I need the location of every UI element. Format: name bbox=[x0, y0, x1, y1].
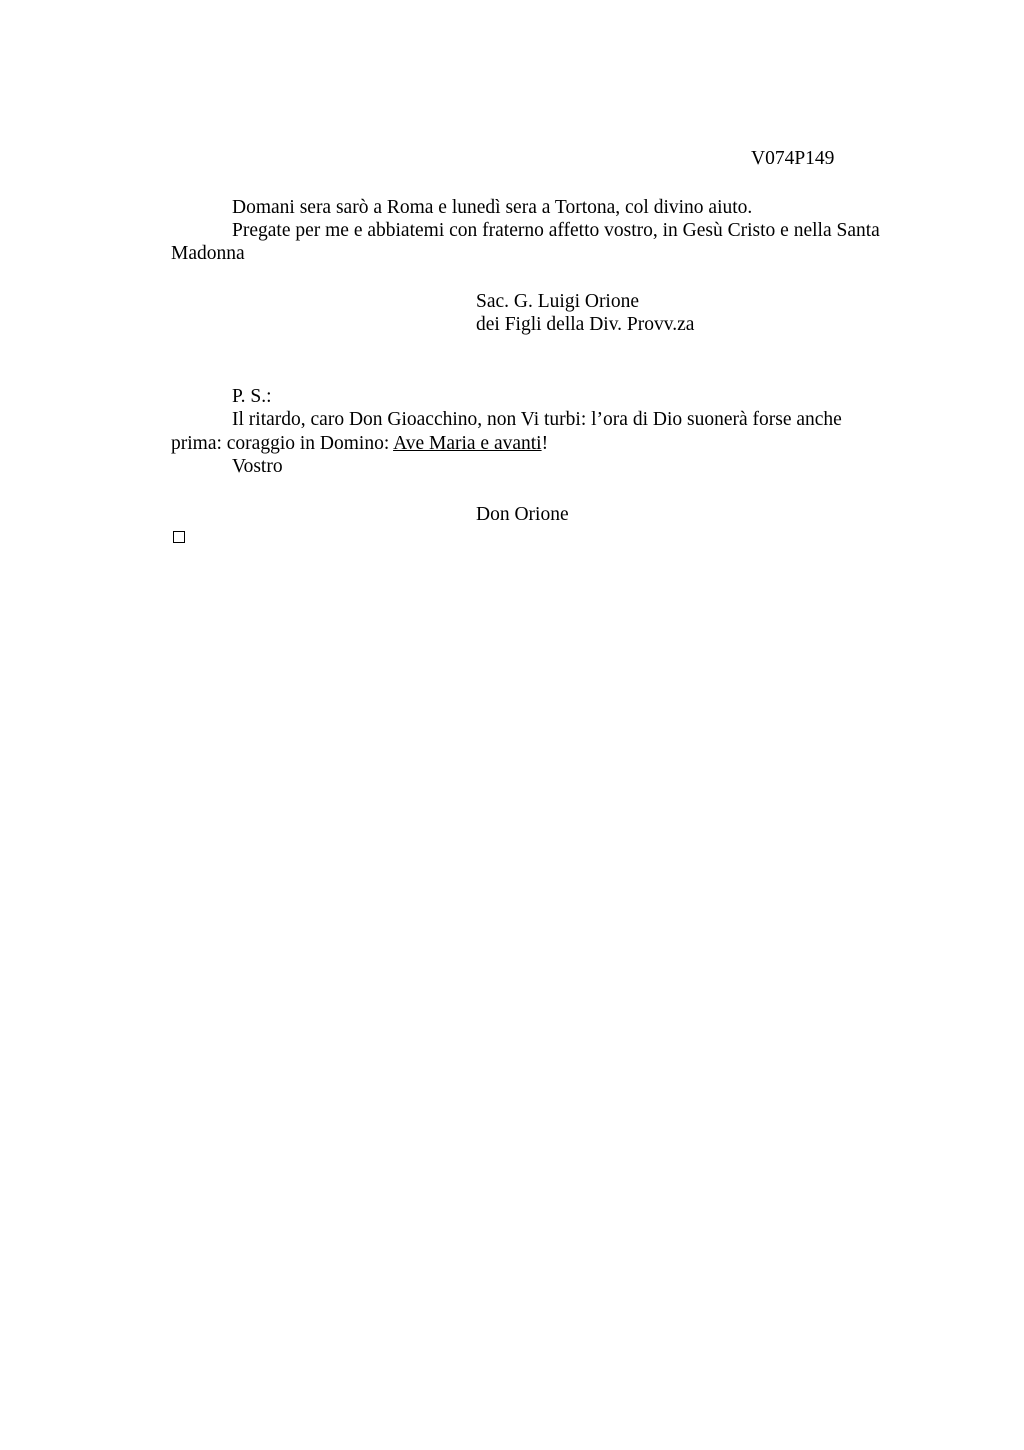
underlined-phrase: Ave Maria e avanti bbox=[393, 433, 542, 454]
letter-line: Madonna bbox=[171, 243, 245, 264]
postscript-text: ! bbox=[541, 433, 549, 454]
postscript-signature: Don Orione bbox=[476, 504, 569, 525]
signature-title: dei Figli della Div. Provv.za bbox=[476, 314, 695, 335]
page-code: V074P149 bbox=[751, 148, 835, 169]
letter-line: Domani sera sarò a Roma e lunedì sera a Tortona, col divino aiuto. bbox=[232, 197, 753, 218]
postscript-line bbox=[171, 432, 548, 455]
postscript-label: P. S.: bbox=[232, 386, 272, 407]
checkbox-glyph bbox=[173, 531, 185, 543]
postscript-line: Il ritardo, caro Don Gioacchino, non Vi turbi: l’ora di Dio suonerà forse anche bbox=[232, 409, 842, 430]
postscript-closing: Vostro bbox=[232, 456, 283, 477]
postscript-text: prima: coraggio in Domino: bbox=[171, 433, 394, 454]
signature-name: Sac. G. Luigi Orione bbox=[476, 291, 640, 312]
letter-line: Pregate per me e abbiatemi con fraterno affetto vostro, in Gesù Cristo e nella Santa bbox=[232, 220, 880, 241]
